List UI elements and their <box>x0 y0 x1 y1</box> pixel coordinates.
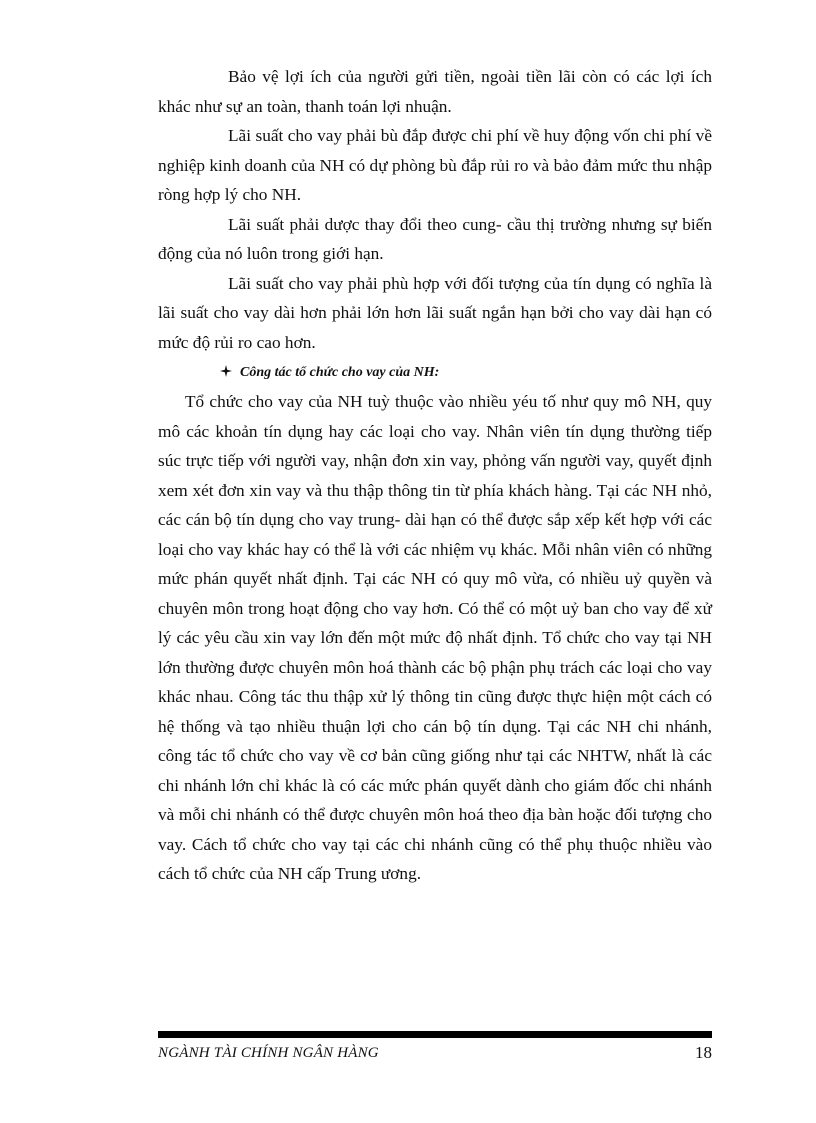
main-content <box>158 62 712 889</box>
paragraph-lending-rate-costs: Lãi suất cho vay phải bù đắp được chi phí về huy động vốn chi phí về nghiệp kinh doanh của NH có dự phòng bù đắp rủi ro và bảo đảm mức thu nhập ròng hợp lý cho NH. <box>158 126 712 204</box>
paragraph-rate-maturity: Lãi suất cho vay phải phù hợp với đối tượng của tín dụng có nghĩa là lãi suất cho vay dài hơn phải lớn hơn lãi suất ngắn hạn bởi cho vay dài hạn có mức độ rủi ro cao hơn. <box>158 273 712 352</box>
paragraph-rate-supply-demand: Lãi suất phải dược thay đổi theo cung- cầu thị trường nhưng sự biến động của nó luôn trong giới hạn. <box>158 214 712 263</box>
paragraph-lending-organization: Tổ chức cho vay của NH tuỳ thuộc vào nhiều yéu tố như quy mô NH, quy mô các khoản tín dụng hay các loại cho vay. Nhân viên tín dụng thường tiếp súc trực tiếp với người vay, nhận đơn xin vay, phỏng vấn người vay, quyết định xem xét đơn xin vay và thu thập thông tin từ phía khách hàng. Tại các NH nhỏ, các cán bộ tín dụng cho vay trung- dài hạn có thể được sắp xếp kết hợp với các loại cho vay khác hay có thể là với các nhiệm vụ khác. Mỗi nhân viên có những mức phán quyết nhất định. Tại các NH có quy mô vừa, có nhiều uỷ quyền và chuyên môn trong hoạt động cho vay hơn. Có thể có một uỷ ban cho vay để xử lý các yêu cầu xin vay lớn đến một mức độ nhất định. Tổ chức cho vay tại NH lớn thường được chuyên môn hoá thành các bộ phận phụ trách các loại cho vay khác nhau. Công tác thu thập xử lý thông tin cũng được thực hiện một cách có hệ thống và tạo nhiều thuận lợi cho cán bộ tín dụng. Tại các NH chi nhánh, công tác tổ chức cho vay về cơ bản cũng giống như tại các NHTW, nhất là các chi nhánh lớn chỉ khác là có các mức phán quyết dành cho giám đốc chi nhánh và mỗi chi nhánh có thể được chuyên môn hoá theo địa bàn hoặc đối tượng cho vay. Cách tổ chức cho vay tại các chi nhánh cũng có thể phụ thuộc nhiều vào cách tổ chức của NH cấp Trung ương. <box>158 392 712 883</box>
diamond-bullet-icon <box>220 365 232 377</box>
section-heading <box>158 361 712 385</box>
footer-divider <box>158 1031 712 1038</box>
section-heading-text: Công tác tổ chức cho vay của NH: <box>240 365 440 380</box>
footer-title: NGÀNH TÀI CHÍNH NGÂN HÀNG <box>158 1045 379 1061</box>
paragraph-depositor-benefits: Bảo vệ lợi ích của người gửi tiền, ngoài tiền lãi còn có các lợi ích khác như sự an toàn, thanh toán lợi nhuận. <box>158 67 712 116</box>
page-number: 18 <box>695 1043 712 1062</box>
